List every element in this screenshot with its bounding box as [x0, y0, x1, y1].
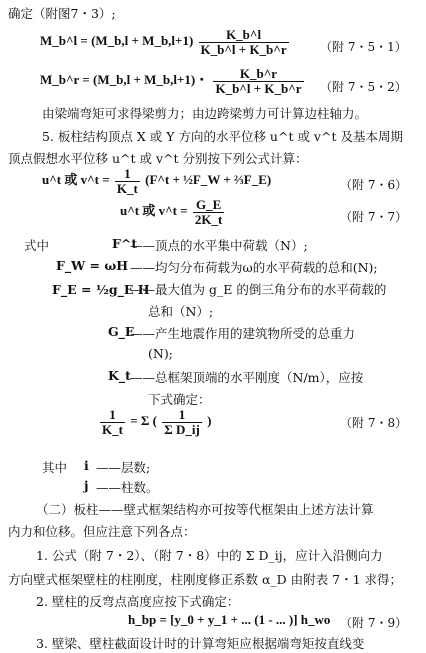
symbol: F_W = ωH [56, 258, 129, 273]
text-line: 顶点假想水平位移 u^t 或 v^t 分别按下列公式计算： [8, 151, 308, 166]
definition: ——产生地震作用的建筑物所受的总重力 [130, 326, 356, 341]
text-line: 方向壁式框架壁柱的柱刚度，柱刚度修正系数 α_D 由附表 7・1 求得； [8, 572, 403, 587]
definition: ——最大值为 g_E 的倒三角分布的水平荷载的 [130, 282, 387, 297]
text-line: 1. 公式（附 7・2）、（附 7・8）中的 Σ D_ij，应计入沿侧向力 [36, 548, 383, 563]
symbol: F^t [112, 236, 138, 251]
equation-7-5-2 [40, 67, 306, 95]
definition: 总和（N）; [148, 304, 214, 319]
where-label: 式中 [24, 238, 50, 253]
equation-number: （附 7・9） [340, 616, 408, 630]
equation-fraction: $\frac{1}{\text{Σ D\_ij}}$ [164, 407, 200, 437]
text-line: 5. 板柱结构顶点 X 或 Y 方向的水平位移 u^t 或 v^t 及基本周期 [42, 129, 403, 144]
equation-fraction: $\frac{K\_b\^{}l}{K\_b\^{}l + K\_b\^{}r}$ [200, 27, 287, 57]
equation-fraction: $\frac{1}{K\_t}$ [102, 407, 123, 437]
definition: (N); [148, 346, 173, 361]
text-line: 2. 壁柱的反弯点高度应按下式确定： [36, 594, 240, 609]
definition: ——均匀分布荷载为ω的水平荷载的总和(N); [130, 260, 378, 275]
equation-7-5-1 [40, 28, 291, 56]
equation-number: （附 7・5・1） [320, 40, 407, 54]
symbol: F_E = ½g_E H [52, 282, 150, 297]
equation-fraction: $\frac{1}{K\_t}$ [116, 166, 138, 196]
definition: 下式确定： [148, 392, 211, 407]
equation-fraction: $\frac{K\_b\^{}r}{K\_b\^{}l + K\_b\^{}r}$ [215, 66, 302, 96]
definition: ——顶点的水平集中荷载（N）; [130, 238, 308, 253]
definition: ——柱数。 [96, 480, 159, 495]
symbol: K_t [108, 368, 131, 383]
equation-number: （附 7・6） [340, 178, 408, 192]
text-line: （二）板柱——壁式框架结构亦可按等代框架由上述方法计算 [36, 502, 374, 517]
equation-fraction: $\frac{G\_E}{2K\_t}$ [194, 197, 223, 227]
equation-left: M_b^r = (M_b,l + M_b,l+1)・ [40, 72, 209, 88]
text-line: 内力和位移。但应注意下列各点： [8, 524, 196, 539]
equation-number: （附 7・8） [340, 416, 408, 430]
text-line: 确定（附图7・3）; [8, 6, 116, 21]
definition: ——层数; [96, 460, 151, 475]
text-line: 3. 壁梁、壁柱截面设计时的计算弯矩应根据端弯矩按直线变 [36, 636, 365, 651]
equation-7-6: u^t 或 v^t = $\frac{1}{K\_t}$ (F^t + ½F_W + ⅔F_E) [42, 166, 272, 196]
equation-7-7: u^t 或 v^t = $\frac{G\_E}{2K\_t}$ [120, 197, 223, 227]
symbol: j [84, 478, 89, 493]
where-label: 其中 [42, 460, 68, 475]
text-line: 由梁端弯矩可求得梁剪力；由边跨梁剪力可计算边柱轴力。 [42, 106, 368, 121]
equation-left: M_b^l = (M_b,l + M_b,l+1) [40, 33, 194, 49]
equation-7-9: h_bp = [y_0 + y_1 + ... (1 - ... )] h_wo [128, 612, 331, 627]
equation-7-8: $\frac{1}{K\_t}$ = Σ ( $\frac{1}{\text{Σ D\_ij}}$ ) [102, 407, 212, 437]
symbol: i [84, 458, 89, 473]
definition: ——总框架顶端的水平刚度（N/m），应按 [130, 370, 364, 385]
symbol: G_E [108, 324, 135, 339]
equation-number: （附 7・7） [340, 210, 408, 224]
equation-number: （附 7・5・2） [320, 80, 407, 94]
